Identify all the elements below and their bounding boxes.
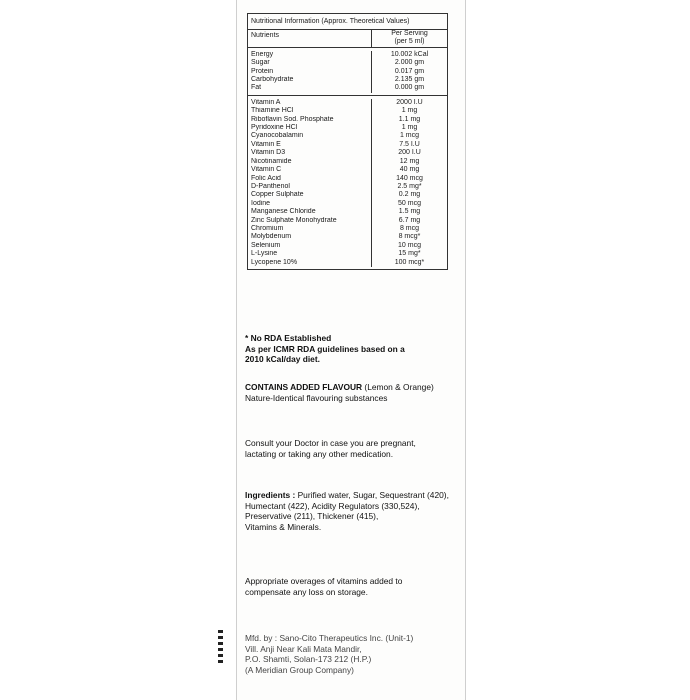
nutrient-row: [248, 166, 447, 174]
nutrient-name: Vitamin C: [251, 166, 282, 174]
flavour-note: [245, 382, 457, 403]
nutrition-table-title: Nutritional Information (Approx. Theoretical Values): [248, 14, 447, 30]
nutrient-value: 15 mg*: [371, 250, 447, 258]
overage-line1: Appropriate overages of vitamins added to: [245, 576, 403, 586]
flavour-heading: CONTAINS ADDED FLAVOUR: [245, 382, 363, 392]
nutrient-name: Molybdenum: [251, 233, 292, 241]
nutrient-name: Lycopene 10%: [251, 258, 298, 266]
nutrient-value: 1 mcg: [371, 132, 447, 140]
nutrient-value: 1 mg: [371, 107, 447, 115]
rda-note: [245, 333, 457, 365]
nutrient-row: [248, 132, 447, 140]
nutrient-name: Vitamin A: [251, 98, 281, 106]
nutrient-name: Chromium: [251, 224, 284, 232]
nutrient-value: 40 mg: [371, 166, 447, 174]
nutrient-value: 6.7 mg: [371, 217, 447, 225]
nutrient-row: [248, 99, 447, 107]
nutrient-name: Vitamin D3: [251, 149, 286, 157]
nutrient-row: [248, 51, 447, 59]
nutrients-column-header: Nutrients: [251, 32, 280, 39]
ingredients-line2: Humectant (422), Acidity Regulators (330,524),: [245, 500, 420, 511]
nutrient-value: 10 mcg: [371, 242, 447, 250]
nutrient-value: 200 I.U: [371, 149, 447, 157]
nutrient-row: [248, 84, 447, 92]
nutrient-row: [248, 76, 447, 84]
nutrient-row: [248, 68, 447, 76]
nutrient-row: [248, 242, 447, 250]
nutrient-name: Pyridoxine HCl: [251, 124, 298, 132]
nutrient-row: [248, 183, 447, 191]
nutrient-row: [248, 191, 447, 199]
nutrient-value: 140 mcg: [371, 175, 447, 183]
nutrient-value: 1.1 mg: [371, 116, 447, 124]
nutrient-name: Sugar: [251, 59, 270, 67]
nutrient-row: [248, 175, 447, 183]
nutrient-name: Nicotinamide: [251, 157, 292, 165]
nutrient-row: [248, 217, 447, 225]
nutrient-row: [248, 225, 447, 233]
ingredients-line3: Preservative (211), Thickener (415),: [245, 511, 379, 521]
nutrient-value: 1 mg: [371, 124, 447, 132]
flavour-detail: (Lemon & Orange): [362, 382, 434, 392]
nutrient-value: 8 mcg: [371, 225, 447, 233]
nutrient-name: Thiamine HCl: [251, 107, 294, 115]
nutrient-name: Riboflavin Sod. Phosphate: [251, 115, 334, 123]
nutrient-value: 0.017 gm: [371, 68, 447, 76]
edge-barcode-strip: [218, 630, 223, 664]
manufacturer-info: [245, 633, 457, 675]
rda-note-line3: 2010 kCal/day diet.: [245, 354, 320, 364]
mfd-line2: Vill. Anji Near Kali Mata Mandir,: [245, 643, 362, 654]
rda-note-line1: * No RDA Established: [245, 333, 332, 343]
nutrient-name: Energy: [251, 50, 274, 58]
nutrient-name: Vitamin E: [251, 140, 281, 148]
nutrient-row: [248, 250, 447, 258]
rda-note-line2: As per ICMR RDA guidelines based on a: [245, 343, 405, 354]
nutrient-row: [248, 124, 447, 132]
macronutrient-group: [248, 48, 447, 95]
nutrient-value: 1.5 mg: [371, 208, 447, 216]
nutrient-value: 100 mcg*: [371, 259, 447, 267]
nutrient-value: 0.000 gm: [371, 84, 447, 92]
nutrient-name: Manganese Chloride: [251, 208, 316, 216]
serving-header-line1: Per Serving: [391, 30, 428, 37]
nutrient-row: [248, 158, 447, 166]
nutrient-row: [248, 116, 447, 124]
nutrient-row: [248, 208, 447, 216]
ingredients-line1: Purified water, Sugar, Sequestrant (420),: [297, 490, 449, 500]
ingredients: [245, 490, 457, 532]
nutrient-row: [248, 233, 447, 241]
nutrient-name: Selenium: [251, 241, 281, 249]
nutrient-row: [248, 141, 447, 149]
nutrient-value: 0.2 mg: [371, 191, 447, 199]
nutrient-value: 10.002 kCal: [371, 51, 447, 59]
nutrient-value: 2.000 gm: [371, 59, 447, 67]
overage-note: [245, 576, 457, 597]
mfd-line1: Mfd. by : Sano-Cito Therapeutics Inc. (Unit-1): [245, 633, 414, 643]
mfd-line4: (A Meridian Group Company): [245, 664, 354, 675]
flavour-line2: Nature-Identical flavouring substances: [245, 392, 388, 403]
nutrient-name: Protein: [251, 67, 274, 75]
consult-line1: Consult your Doctor in case you are pregnant,: [245, 438, 416, 448]
nutrient-row: [248, 200, 447, 208]
ingredients-label: Ingredients :: [245, 490, 298, 500]
nutrient-row: [248, 149, 447, 157]
nutrient-value: 2.5 mg*: [371, 183, 447, 191]
nutrition-table: [247, 13, 448, 270]
nutrient-row: [248, 259, 447, 267]
nutrient-row: [248, 59, 447, 67]
nutrient-name: Copper Sulphate: [251, 191, 304, 199]
nutrient-name: D-Panthenol: [251, 182, 290, 190]
serving-column-header: [371, 30, 447, 47]
micronutrient-group: [248, 95, 447, 269]
nutrient-row: [248, 107, 447, 115]
overage-line2: compensate any loss on storage.: [245, 586, 368, 597]
nutrition-table-header: [248, 30, 447, 48]
nutrient-name: Carbohydrate: [251, 76, 294, 84]
serving-header-line2: (per 5 ml): [394, 38, 425, 46]
nutrient-value: 2.135 gm: [371, 76, 447, 84]
nutrient-value: 50 mcg: [371, 200, 447, 208]
consult-line2: lactating or taking any other medication.: [245, 448, 394, 459]
mfd-line3: P.O. Shamti, Solan-173 212 (H.P.): [245, 654, 372, 664]
consult-note: [245, 438, 457, 459]
nutrient-name: L-Lysine: [251, 250, 278, 258]
nutrient-value: 2000 I.U: [371, 99, 447, 107]
nutrient-name: Fat: [251, 84, 262, 92]
nutrient-name: Iodine: [251, 199, 271, 207]
nutrient-value: 8 mcg*: [371, 233, 447, 241]
nutrient-value: 12 mg: [371, 158, 447, 166]
nutrient-value: 7.5 I.U: [371, 141, 447, 149]
nutrient-name: Zinc Sulphate Monohydrate: [251, 216, 337, 224]
nutrient-name: Folic Acid: [251, 174, 281, 182]
nutrient-name: Cyanocobalamin: [251, 132, 304, 140]
ingredients-line4: Vitamins & Minerals.: [245, 521, 322, 532]
